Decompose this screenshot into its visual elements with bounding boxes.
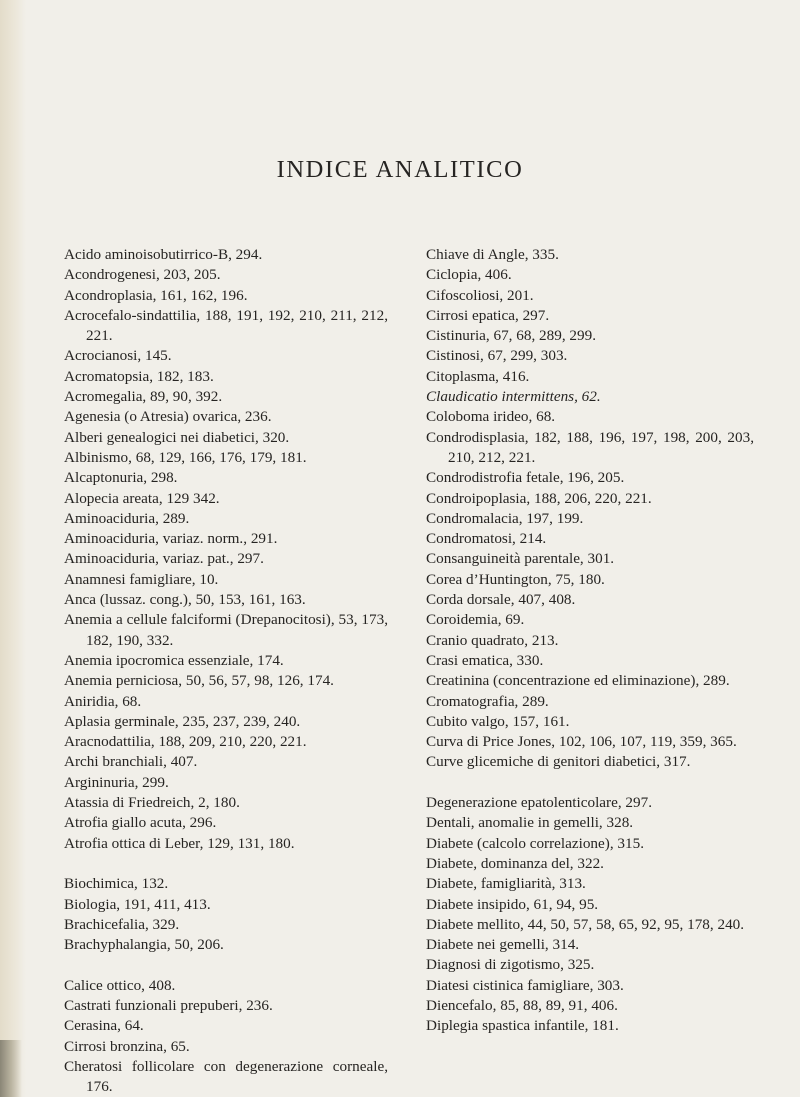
index-entry: Cistinosi, 67, 299, 303. (426, 347, 568, 365)
index-entry: Biologia, 191, 411, 413. (64, 895, 211, 913)
index-entry: Cifoscoliosi, 201. (426, 286, 534, 304)
index-entry: Diabete insipido, 61, 94, 95. (426, 895, 599, 913)
index-entry: Condrodisplasia, 182, 188, 196, 197, 198, 200, 203, 210, 212, 221. (426, 428, 754, 466)
index-entry: Aminoaciduria, variaz. norm., 291. (64, 530, 278, 548)
index-entry: Aniridia, 68. (64, 692, 142, 710)
index-entry: Degenerazione epatolenticolare, 297. (426, 794, 653, 812)
index-entry: Archi branchiali, 407. (64, 753, 198, 771)
index-entry: Corea d’Huntington, 75, 180. (426, 570, 605, 588)
index-entry: Diabete (calcolo correlazione), 315. (426, 834, 644, 852)
index-entry: Diabete nei gemelli, 314. (426, 936, 580, 954)
page-title: INDICE ANALITICO (276, 156, 524, 183)
index-entry: Condromalacia, 197, 199. (426, 509, 584, 527)
index-entry: Diencefalo, 85, 88, 89, 91, 406. (426, 996, 618, 1014)
index-entry: Cistinuria, 67, 68, 289, 299. (426, 327, 597, 345)
index-entry: Anamnesi famigliare, 10. (64, 570, 219, 588)
index-entry: Condromatosi, 214. (426, 530, 547, 548)
index-entry: Acrocefalo-sindattilia, 188, 191, 192, 210, 211, 212, 221. (64, 306, 388, 345)
page-corner-shadow (0, 1040, 22, 1097)
index-entry: Ciclopia, 406. (426, 266, 512, 284)
index-entry: Chiave di Angle, 335. (426, 246, 559, 263)
index-entry: Cranio quadrato, 213. (426, 631, 559, 649)
index-entry: Citoplasma, 416. (426, 367, 530, 385)
index-entry: Cheratosi follicolare con degenerazione corneale, 176. (64, 1057, 388, 1096)
index-entry: Diabete, famigliarità, 313. (426, 875, 586, 893)
index-entry: Atrofia giallo acuta, 296. (64, 814, 217, 832)
index-entry: Dentali, anomalie in gemelli, 328. (426, 814, 634, 832)
index-entry: Castrati funzionali prepuberi, 236. (64, 996, 273, 1014)
index-entry: Acromatopsia, 182, 183. (64, 367, 214, 385)
index-entry: Creatinina (concentrazione ed eliminazione), 289. (426, 672, 730, 690)
index-entry: Diabete, dominanza del, 322. (426, 854, 604, 872)
index-letter-group (64, 874, 388, 955)
index-letter-group (426, 793, 754, 1037)
index-entry: Diatesi cistinica famigliare, 303. (426, 976, 624, 994)
index-entry: Acrocianosi, 145. (64, 347, 172, 365)
index-letter-group (64, 976, 388, 1097)
index-entry: Aminoaciduria, 289. (64, 509, 190, 527)
index-entry: Atrofia ottica di Leber, 129, 131, 180. (64, 834, 295, 852)
index-entry: Diabete mellito, 44, 50, 57, 58, 65, 92, 95, 178, 240. (426, 915, 745, 933)
index-entry: Aracnodattilia, 188, 209, 210, 220, 221. (64, 733, 307, 751)
index-entry: Anemia ipocromica essenziale, 174. (64, 651, 284, 669)
index-entry: Diagnosi di zigotismo, 325. (426, 956, 595, 974)
index-entry: Calice ottico, 408. (64, 976, 176, 994)
index-entry: Acromegalia, 89, 90, 392. (64, 388, 223, 406)
index-entry: Coloboma irideo, 68. (426, 408, 556, 426)
index-entry: Claudicatio intermittens, 62. (426, 388, 601, 406)
index-entry: Alopecia areata, 129 342. (64, 489, 220, 507)
index-entry: Cirrosi epatica, 297. (426, 306, 550, 324)
index-entry: Anca (lussaz. cong.), 50, 153, 161, 163. (64, 591, 306, 609)
index-entry: Biochimica, 132. (64, 875, 169, 893)
index-entry: Condroipoplasia, 188, 206, 220, 221. (426, 489, 652, 507)
index-entry: Argininuria, 299. (64, 773, 169, 791)
index-entry: Cubito valgo, 157, 161. (426, 712, 570, 730)
index-letter-group (426, 245, 754, 773)
index-entry: Coroidemia, 69. (426, 611, 525, 629)
index-entry: Alberi genealogici nei diabetici, 320. (64, 428, 290, 446)
index-entry: Anemia a cellule falciformi (Drepanocitosi), 53, 173, 182, 190, 332. (64, 611, 388, 649)
index-entry: Cromatografia, 289. (426, 692, 549, 710)
index-entry: Atassia di Friedreich, 2, 180. (64, 794, 240, 812)
index-entry: Condrodistrofia fetale, 196, 205. (426, 469, 625, 487)
index-entry: Corda dorsale, 407, 408. (426, 591, 576, 609)
index-entry: Diplegia spastica infantile, 181. (426, 1017, 619, 1035)
index-entry: Curva di Price Jones, 102, 106, 107, 119, 359, 365. (426, 733, 737, 751)
index-entry: Alcaptonuria, 298. (64, 469, 178, 487)
index-column-right (426, 245, 754, 1037)
index-entry: Aminoaciduria, variaz. pat., 297. (64, 550, 264, 568)
index-entry: Agenesia (o Atresia) ovarica, 236. (64, 408, 272, 426)
index-entry: Consanguineità parentale, 301. (426, 550, 615, 568)
index-entry: Cirrosi bronzina, 65. (64, 1037, 190, 1055)
index-entry: Albinismo, 68, 129, 166, 176, 179, 181. (64, 448, 307, 466)
index-entry: Acido aminoisobutirrico-B, 294. (64, 246, 263, 263)
index-entry: Curve glicemiche di genitori diabetici, 317. (426, 753, 691, 771)
index-entry: Acondroplasia, 161, 162, 196. (64, 286, 248, 304)
index-entry: Cerasina, 64. (64, 1017, 144, 1035)
index-entry: Aplasia germinale, 235, 237, 239, 240. (64, 712, 301, 730)
index-entry: Anemia perniciosa, 50, 56, 57, 98, 126, 174. (64, 672, 334, 690)
index-entry: Crasi ematica, 330. (426, 651, 544, 669)
index-entry: Brachicefalia, 329. (64, 915, 180, 933)
index-entry: Brachyphalangia, 50, 206. (64, 936, 224, 954)
index-entry: Acondrogenesi, 203, 205. (64, 266, 221, 284)
index-column-left (64, 245, 388, 1097)
index-letter-group (64, 245, 388, 854)
